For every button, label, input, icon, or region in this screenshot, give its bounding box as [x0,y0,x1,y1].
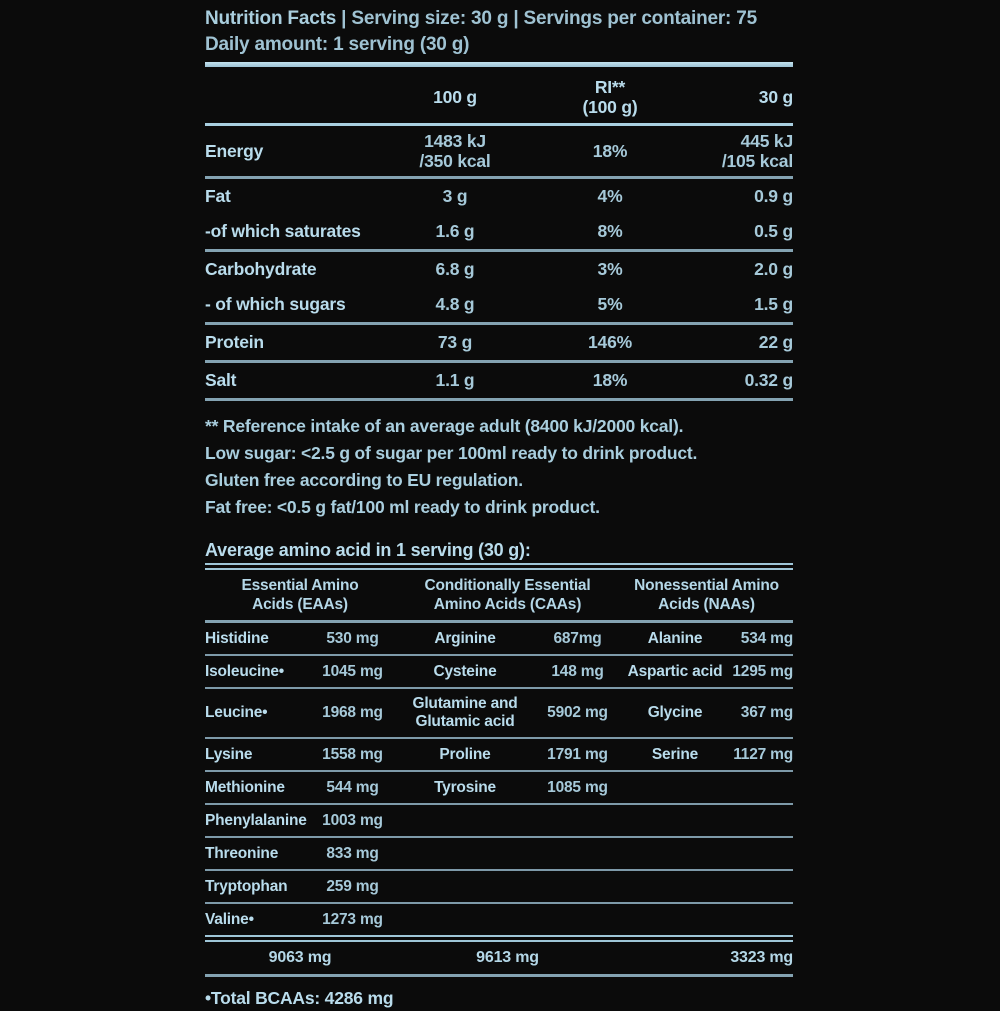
amino-row [205,739,793,770]
table-row-energy: Energy 1483 kJ /350 kcal 18% 445 kJ /105 kcal [205,131,793,171]
footnote-gluten-free: Gluten free according to EU regulation. [205,470,523,490]
amino-cell-n1: Histidine [205,629,269,647]
amino-cell-n3: Serine [651,745,699,763]
group-header-naa: Nonessential Amino Acids (NAAs) [634,577,779,613]
amino-cell-v2: 687mg [553,629,602,647]
col-header-ri: RI** (100 g) [582,77,638,117]
amino-cell-v1: 1003 mg [322,811,383,829]
amino-cell-n3: Alanine [647,629,703,647]
amino-cell-n2: Tyrosine [434,778,496,796]
total-naa: 3323 mg [730,949,793,966]
amino-cell-n1: Isoleucine• [205,662,285,680]
divider [205,398,793,401]
table-row-salt: Salt 1.1 g 18% 0.32 g [205,370,793,390]
amino-cell-n1: Tryptophan [205,877,288,895]
amino-row [205,656,793,687]
amino-cell-v1: 833 mg [326,844,379,862]
col-header-30g: 30 g [758,86,793,107]
amino-cell-n2: Proline [439,745,491,763]
amino-section-heading: Average amino acid in 1 serving (30 g): [205,540,531,560]
table-row-sugars: - of which sugars 4.8 g 5% 1.5 g [205,294,793,314]
divider-double [205,935,793,942]
amino-group-headers [205,570,793,620]
amino-cell-v3: 1127 mg [733,745,793,763]
amino-row [205,772,793,803]
serving-info: | Serving size: 30 g | Servings per container: 75 [341,8,757,29]
amino-row [205,871,793,902]
amino-cell-v2: 148 mg [551,662,604,680]
table-row-protein: Protein 73 g 146% 22 g [205,332,793,352]
nutrition-column-headers [205,67,793,123]
amino-cell-v2: 1085 mg [547,778,608,796]
amino-cell-n2: Cysteine [433,662,497,680]
amino-row [205,904,793,935]
amino-cell-v1: 1273 mg [322,910,383,928]
amino-cell-n1: Phenylalanine [205,811,307,829]
footnote-reference-intake: ** Reference intake of an average adult (8400 kJ/2000 kcal). [205,416,684,436]
amino-totals-row [205,942,793,974]
divider-double [205,563,793,570]
total-caa: 9613 mg [476,949,539,966]
amino-row [205,805,793,836]
amino-cell-n3: Glycine [647,704,703,721]
amino-cell-v3: 367 mg [740,704,793,721]
amino-cell-n2: Glutamine and Glutamic acid [412,695,518,730]
amino-cell-n1: Valine• [205,910,254,928]
amino-cell-v3: 1295 mg [732,662,793,680]
divider [205,974,793,977]
amino-cell-v1: 544 mg [326,778,379,796]
amino-cell-v1: 259 mg [326,877,379,895]
amino-cell-n3: Aspartic acid [627,662,723,680]
group-header-caa: Conditionally Essential Amino Acids (CAAs) [424,577,591,613]
amino-row [205,689,793,737]
amino-cell-n1: Lysine [205,745,253,763]
amino-rows [205,623,793,935]
footnotes [205,413,793,521]
daily-amount: Daily amount: 1 serving (30 g) [205,34,470,55]
amino-cell-v2: 5902 mg [547,704,608,721]
table-row-carbohydrate: Carbohydrate 6.8 g 3% 2.0 g [205,259,793,279]
total-bcaa-note: •Total BCAAs: 4286 mg [205,988,394,1008]
table-row-saturates: -of which saturates 1.6 g 8% 0.5 g [205,221,793,241]
col-header-100g: 100 g [433,86,477,107]
label-title: Nutrition Facts [205,8,337,29]
amino-cell-n1: Threonine [205,844,279,862]
amino-cell-v1: 1045 mg [322,662,383,680]
nutrition-label-panel [205,6,793,1011]
table-row-fat: Fat 3 g 4% 0.9 g [205,186,793,206]
amino-cell-v1: 1968 mg [322,704,383,721]
amino-cell-n1: Methionine [205,778,285,796]
amino-cell-v1: 530 mg [326,629,379,647]
amino-cell-n2: Arginine [434,629,496,647]
footnote-low-sugar: Low sugar: <2.5 g of sugar per 100ml ready to drink product. [205,443,698,463]
amino-row [205,623,793,654]
footnote-fat-free: Fat free: <0.5 g fat/100 ml ready to drink product. [205,497,600,517]
amino-row [205,838,793,869]
total-eaa: 9063 mg [268,949,332,966]
amino-cell-v2: 1791 mg [547,745,608,763]
amino-cell-n1: Leucine• [205,704,268,721]
amino-cell-v3: 534 mg [740,629,793,647]
group-header-eaa: Essential Amino Acids (EAAs) [241,577,359,613]
amino-cell-v1: 1558 mg [322,745,383,763]
label-title-line [205,6,793,32]
